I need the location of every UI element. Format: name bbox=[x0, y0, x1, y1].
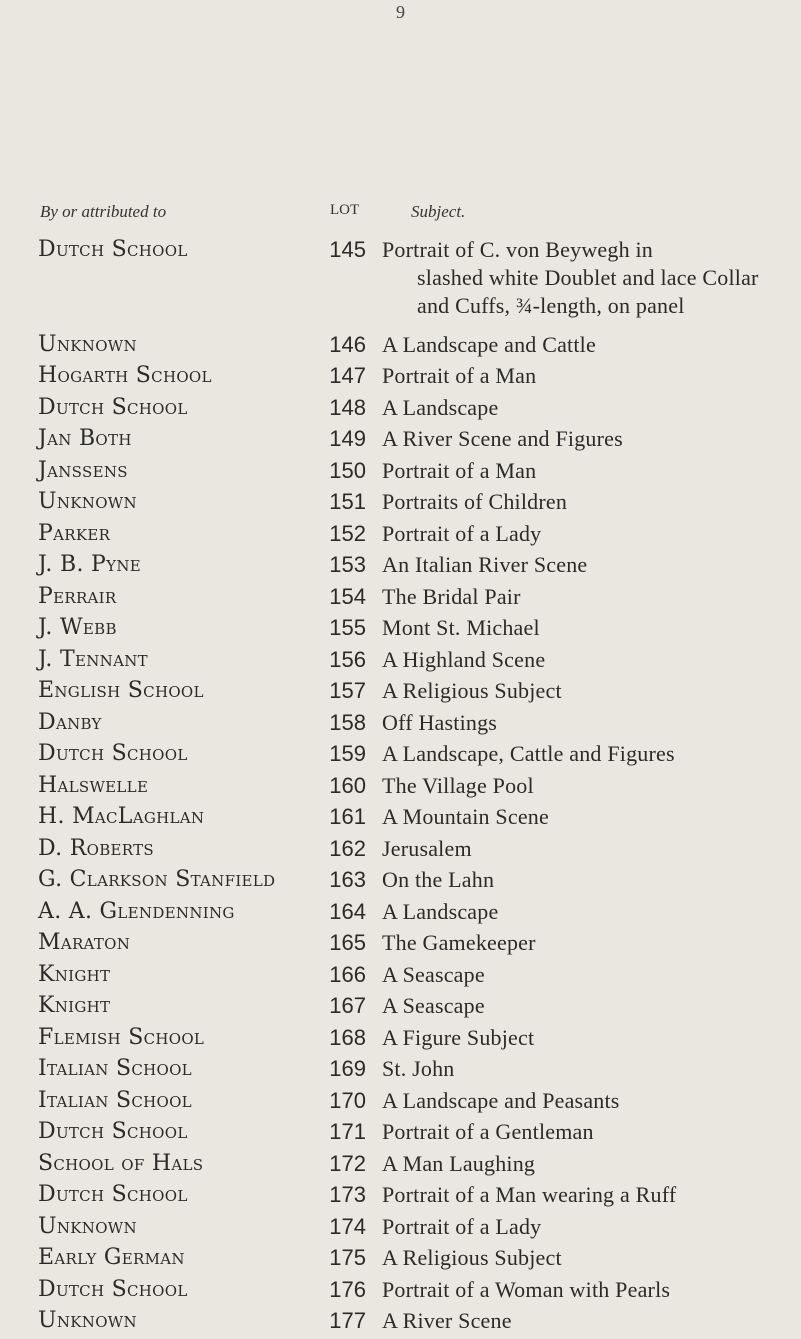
entry-lot-number: 148 bbox=[329, 394, 366, 420]
entry-subject-text: Portrait of a Lady bbox=[382, 1213, 542, 1239]
entry-artist: Dutch School bbox=[38, 1276, 188, 1302]
catalogue-entry bbox=[0, 1213, 801, 1245]
entry-lot-number: 177 bbox=[329, 1308, 366, 1333]
entry-subject-text: St. John bbox=[382, 1056, 455, 1081]
entry-subject bbox=[382, 1276, 767, 1304]
entry-subject-text: A Landscape and Peasants bbox=[382, 1087, 620, 1113]
entry-lot-number: 167 bbox=[329, 993, 366, 1018]
entry-artist: Knight bbox=[38, 993, 111, 1018]
entry-subject-text: Portrait of a Woman with Pearls bbox=[382, 1276, 671, 1302]
entry-subject-text: A Religious Subject bbox=[382, 678, 562, 703]
entry-subject bbox=[382, 1213, 767, 1241]
entry-lot-number: 160 bbox=[329, 772, 366, 798]
entry-lot-number: 145 bbox=[329, 237, 366, 262]
entry-subject-text: The Village Pool bbox=[382, 772, 534, 798]
entry-subject-text: On the Lahn bbox=[382, 867, 495, 892]
catalogue-entry bbox=[0, 1024, 801, 1056]
entry-lot-number: 176 bbox=[329, 1276, 366, 1302]
entry-subject bbox=[382, 992, 767, 1020]
entry-artist: Halswelle bbox=[38, 772, 149, 798]
entry-artist: Dutch School bbox=[38, 237, 188, 262]
entry-subject-text: A Landscape bbox=[382, 394, 499, 420]
catalogue-entries bbox=[0, 236, 801, 1339]
entry-subject-text: A Man Laughing bbox=[382, 1150, 536, 1176]
catalogue-entry bbox=[0, 898, 801, 930]
catalogue-entry bbox=[0, 961, 801, 993]
entry-artist: Italian School bbox=[38, 1087, 192, 1113]
entry-subject bbox=[382, 835, 767, 863]
entry-subject-text: A Seascape bbox=[382, 993, 485, 1018]
entry-lot-number: 156 bbox=[329, 646, 366, 672]
entry-lot-number: 172 bbox=[329, 1150, 366, 1176]
entry-artist: Italian School bbox=[38, 1056, 192, 1081]
catalogue-entry bbox=[0, 866, 801, 898]
entry-subject-text: A River Scene and Figures bbox=[382, 426, 623, 451]
entry-artist: Danby bbox=[38, 709, 102, 735]
entry-lot-number: 170 bbox=[329, 1087, 366, 1113]
entry-subject bbox=[382, 1150, 767, 1178]
entry-subject bbox=[382, 929, 767, 957]
catalogue-entry bbox=[0, 331, 801, 363]
entry-subject-text: Portrait of C. von Beywegh in bbox=[382, 237, 653, 262]
catalogue-entry bbox=[0, 457, 801, 489]
entry-subject-text: A River Scene bbox=[382, 1308, 512, 1333]
entry-artist: G. Clarkson Stanfield bbox=[38, 867, 276, 892]
entry-subject-text: A Landscape bbox=[382, 898, 499, 924]
entry-subject-text: A Seascape bbox=[382, 961, 485, 987]
entry-subject-text: A Mountain Scene bbox=[382, 804, 549, 829]
catalogue-entry bbox=[0, 709, 801, 741]
entry-subject bbox=[382, 236, 767, 320]
entry-artist: Unknown bbox=[38, 489, 137, 514]
entry-lot-number: 157 bbox=[329, 678, 366, 703]
entry-artist: Hogarth School bbox=[38, 363, 212, 388]
entry-subject bbox=[382, 394, 767, 422]
entry-subject-text: A Highland Scene bbox=[382, 646, 546, 672]
entry-artist: D. Roberts bbox=[38, 835, 154, 861]
entry-lot-number: 166 bbox=[329, 961, 366, 987]
catalogue-entry bbox=[0, 583, 801, 615]
entry-lot-number: 168 bbox=[329, 1024, 366, 1050]
artist-column-header: By or attributed to bbox=[40, 202, 167, 221]
entry-subject bbox=[382, 677, 767, 705]
entry-artist: A. A. Glendenning bbox=[38, 898, 235, 924]
page-number: 9 bbox=[396, 2, 405, 22]
catalogue-entry bbox=[0, 1181, 801, 1213]
entry-subject bbox=[382, 1181, 767, 1209]
entry-artist: Janssens bbox=[38, 457, 128, 483]
entry-subject bbox=[382, 583, 767, 611]
entry-lot-number: 151 bbox=[329, 489, 366, 514]
entry-subject bbox=[382, 709, 767, 737]
entry-subject bbox=[382, 1244, 767, 1272]
entry-subject-text: An Italian River Scene bbox=[382, 552, 588, 577]
entry-subject-text: A Religious Subject bbox=[382, 1245, 562, 1270]
catalogue-entry bbox=[0, 551, 801, 583]
entry-lot-number: 171 bbox=[329, 1119, 366, 1144]
catalogue-entry bbox=[0, 646, 801, 678]
entry-subject bbox=[382, 488, 767, 516]
catalogue-entry bbox=[0, 772, 801, 804]
entry-subject-text: Portrait of a Gentleman bbox=[382, 1119, 594, 1144]
catalogue-entry bbox=[0, 362, 801, 394]
entry-lot-number: 165 bbox=[329, 930, 366, 955]
entry-subject-continuation: slashed white Doublet and lace Collar and Cuffs, ¾-length, on panel bbox=[417, 265, 759, 318]
entry-subject bbox=[382, 457, 767, 485]
entry-subject bbox=[382, 331, 767, 359]
entry-subject bbox=[382, 425, 767, 453]
entry-lot-number: 162 bbox=[329, 835, 366, 861]
entry-subject-text: The Bridal Pair bbox=[382, 583, 521, 609]
entry-artist: Dutch School bbox=[38, 741, 188, 766]
subject-column-header: Subject. bbox=[411, 202, 466, 221]
entry-artist: J. Tennant bbox=[38, 646, 148, 672]
entry-artist: Unknown bbox=[38, 1308, 137, 1333]
catalogue-entry bbox=[0, 236, 801, 331]
entry-artist: Jan Both bbox=[38, 426, 132, 451]
entry-lot-number: 159 bbox=[329, 741, 366, 766]
entry-artist: Parker bbox=[38, 520, 111, 546]
entry-lot-number: 161 bbox=[329, 804, 366, 829]
catalogue-entry bbox=[0, 1244, 801, 1276]
entry-subject-text: Jerusalem bbox=[382, 835, 472, 861]
catalogue-entry bbox=[0, 520, 801, 552]
entry-subject-text: Portrait of a Lady bbox=[382, 520, 542, 546]
entry-subject bbox=[382, 866, 767, 894]
entry-lot-number: 155 bbox=[329, 615, 366, 640]
lot-column-header: LOT bbox=[330, 202, 360, 218]
entry-lot-number: 150 bbox=[329, 457, 366, 483]
entry-subject bbox=[382, 1024, 767, 1052]
entry-subject-text: The Gamekeeper bbox=[382, 930, 536, 955]
catalogue-entry bbox=[0, 677, 801, 709]
entry-lot-number: 152 bbox=[329, 520, 366, 546]
entry-lot-number: 163 bbox=[329, 867, 366, 892]
entry-lot-number: 153 bbox=[329, 552, 366, 577]
catalogue-entry bbox=[0, 425, 801, 457]
entry-subject-text: Portrait of a Man bbox=[382, 457, 537, 483]
entry-artist: Dutch School bbox=[38, 1182, 188, 1207]
catalogue-entry bbox=[0, 614, 801, 646]
entry-artist: English School bbox=[38, 678, 204, 703]
entry-artist: J. B. Pyne bbox=[38, 552, 142, 577]
catalogue-entry bbox=[0, 1118, 801, 1150]
catalogue-entry bbox=[0, 1055, 801, 1087]
entry-lot-number: 147 bbox=[329, 363, 366, 388]
entry-lot-number: 164 bbox=[329, 898, 366, 924]
entry-artist: Unknown bbox=[38, 1213, 137, 1239]
catalogue-entry bbox=[0, 1087, 801, 1119]
entry-lot-number: 169 bbox=[329, 1056, 366, 1081]
entry-subject bbox=[382, 520, 767, 548]
catalogue-entry bbox=[0, 929, 801, 961]
entry-subject bbox=[382, 1087, 767, 1115]
entry-artist: School of Hals bbox=[38, 1150, 204, 1176]
entry-subject bbox=[382, 614, 767, 642]
entry-subject-text: Off Hastings bbox=[382, 709, 498, 735]
catalogue-entry bbox=[0, 1150, 801, 1182]
entry-subject-text: A Landscape and Cattle bbox=[382, 331, 596, 357]
entry-artist: Perrair bbox=[38, 583, 117, 609]
entry-subject-text: Mont St. Michael bbox=[382, 615, 540, 640]
entry-artist: H. MacLaghlan bbox=[38, 804, 205, 829]
entry-lot-number: 174 bbox=[329, 1213, 366, 1239]
entry-artist: Early German bbox=[38, 1245, 185, 1270]
catalogue-entry bbox=[0, 1307, 801, 1339]
entry-subject bbox=[382, 772, 767, 800]
entry-subject-text: Portraits of Children bbox=[382, 489, 568, 514]
entry-artist: Dutch School bbox=[38, 1119, 188, 1144]
entry-artist: Unknown bbox=[38, 331, 137, 357]
entry-subject-text: Portrait of a Man bbox=[382, 363, 537, 388]
catalogue-entry bbox=[0, 835, 801, 867]
entry-subject bbox=[382, 646, 767, 674]
entry-subject bbox=[382, 898, 767, 926]
entry-artist: Dutch School bbox=[38, 394, 188, 420]
entry-subject bbox=[382, 1118, 767, 1146]
catalogue-entry bbox=[0, 740, 801, 772]
catalogue-entry bbox=[0, 394, 801, 426]
catalogue-entry bbox=[0, 992, 801, 1024]
entry-subject bbox=[382, 362, 767, 390]
entry-lot-number: 158 bbox=[329, 709, 366, 735]
catalogue-entry bbox=[0, 1276, 801, 1308]
entry-lot-number: 154 bbox=[329, 583, 366, 609]
entry-subject bbox=[382, 1055, 767, 1083]
entry-lot-number: 149 bbox=[329, 426, 366, 451]
entry-artist: Maraton bbox=[38, 930, 131, 955]
entry-subject bbox=[382, 961, 767, 989]
entry-lot-number: 175 bbox=[329, 1245, 366, 1270]
entry-subject bbox=[382, 551, 767, 579]
entry-subject-text: A Landscape, Cattle and Figures bbox=[382, 741, 675, 766]
entry-lot-number: 173 bbox=[329, 1182, 366, 1207]
entry-subject-text: Portrait of a Man wearing a Ruff bbox=[382, 1182, 677, 1207]
catalogue-entry bbox=[0, 488, 801, 520]
entry-lot-number: 146 bbox=[329, 331, 366, 357]
entry-artist: Flemish School bbox=[38, 1024, 205, 1050]
entry-artist: Knight bbox=[38, 961, 111, 987]
entry-subject bbox=[382, 1307, 767, 1335]
entry-artist: J. Webb bbox=[38, 615, 117, 640]
entry-subject-text: A Figure Subject bbox=[382, 1024, 535, 1050]
entry-subject bbox=[382, 803, 767, 831]
catalogue-entry bbox=[0, 803, 801, 835]
entry-subject bbox=[382, 740, 767, 768]
